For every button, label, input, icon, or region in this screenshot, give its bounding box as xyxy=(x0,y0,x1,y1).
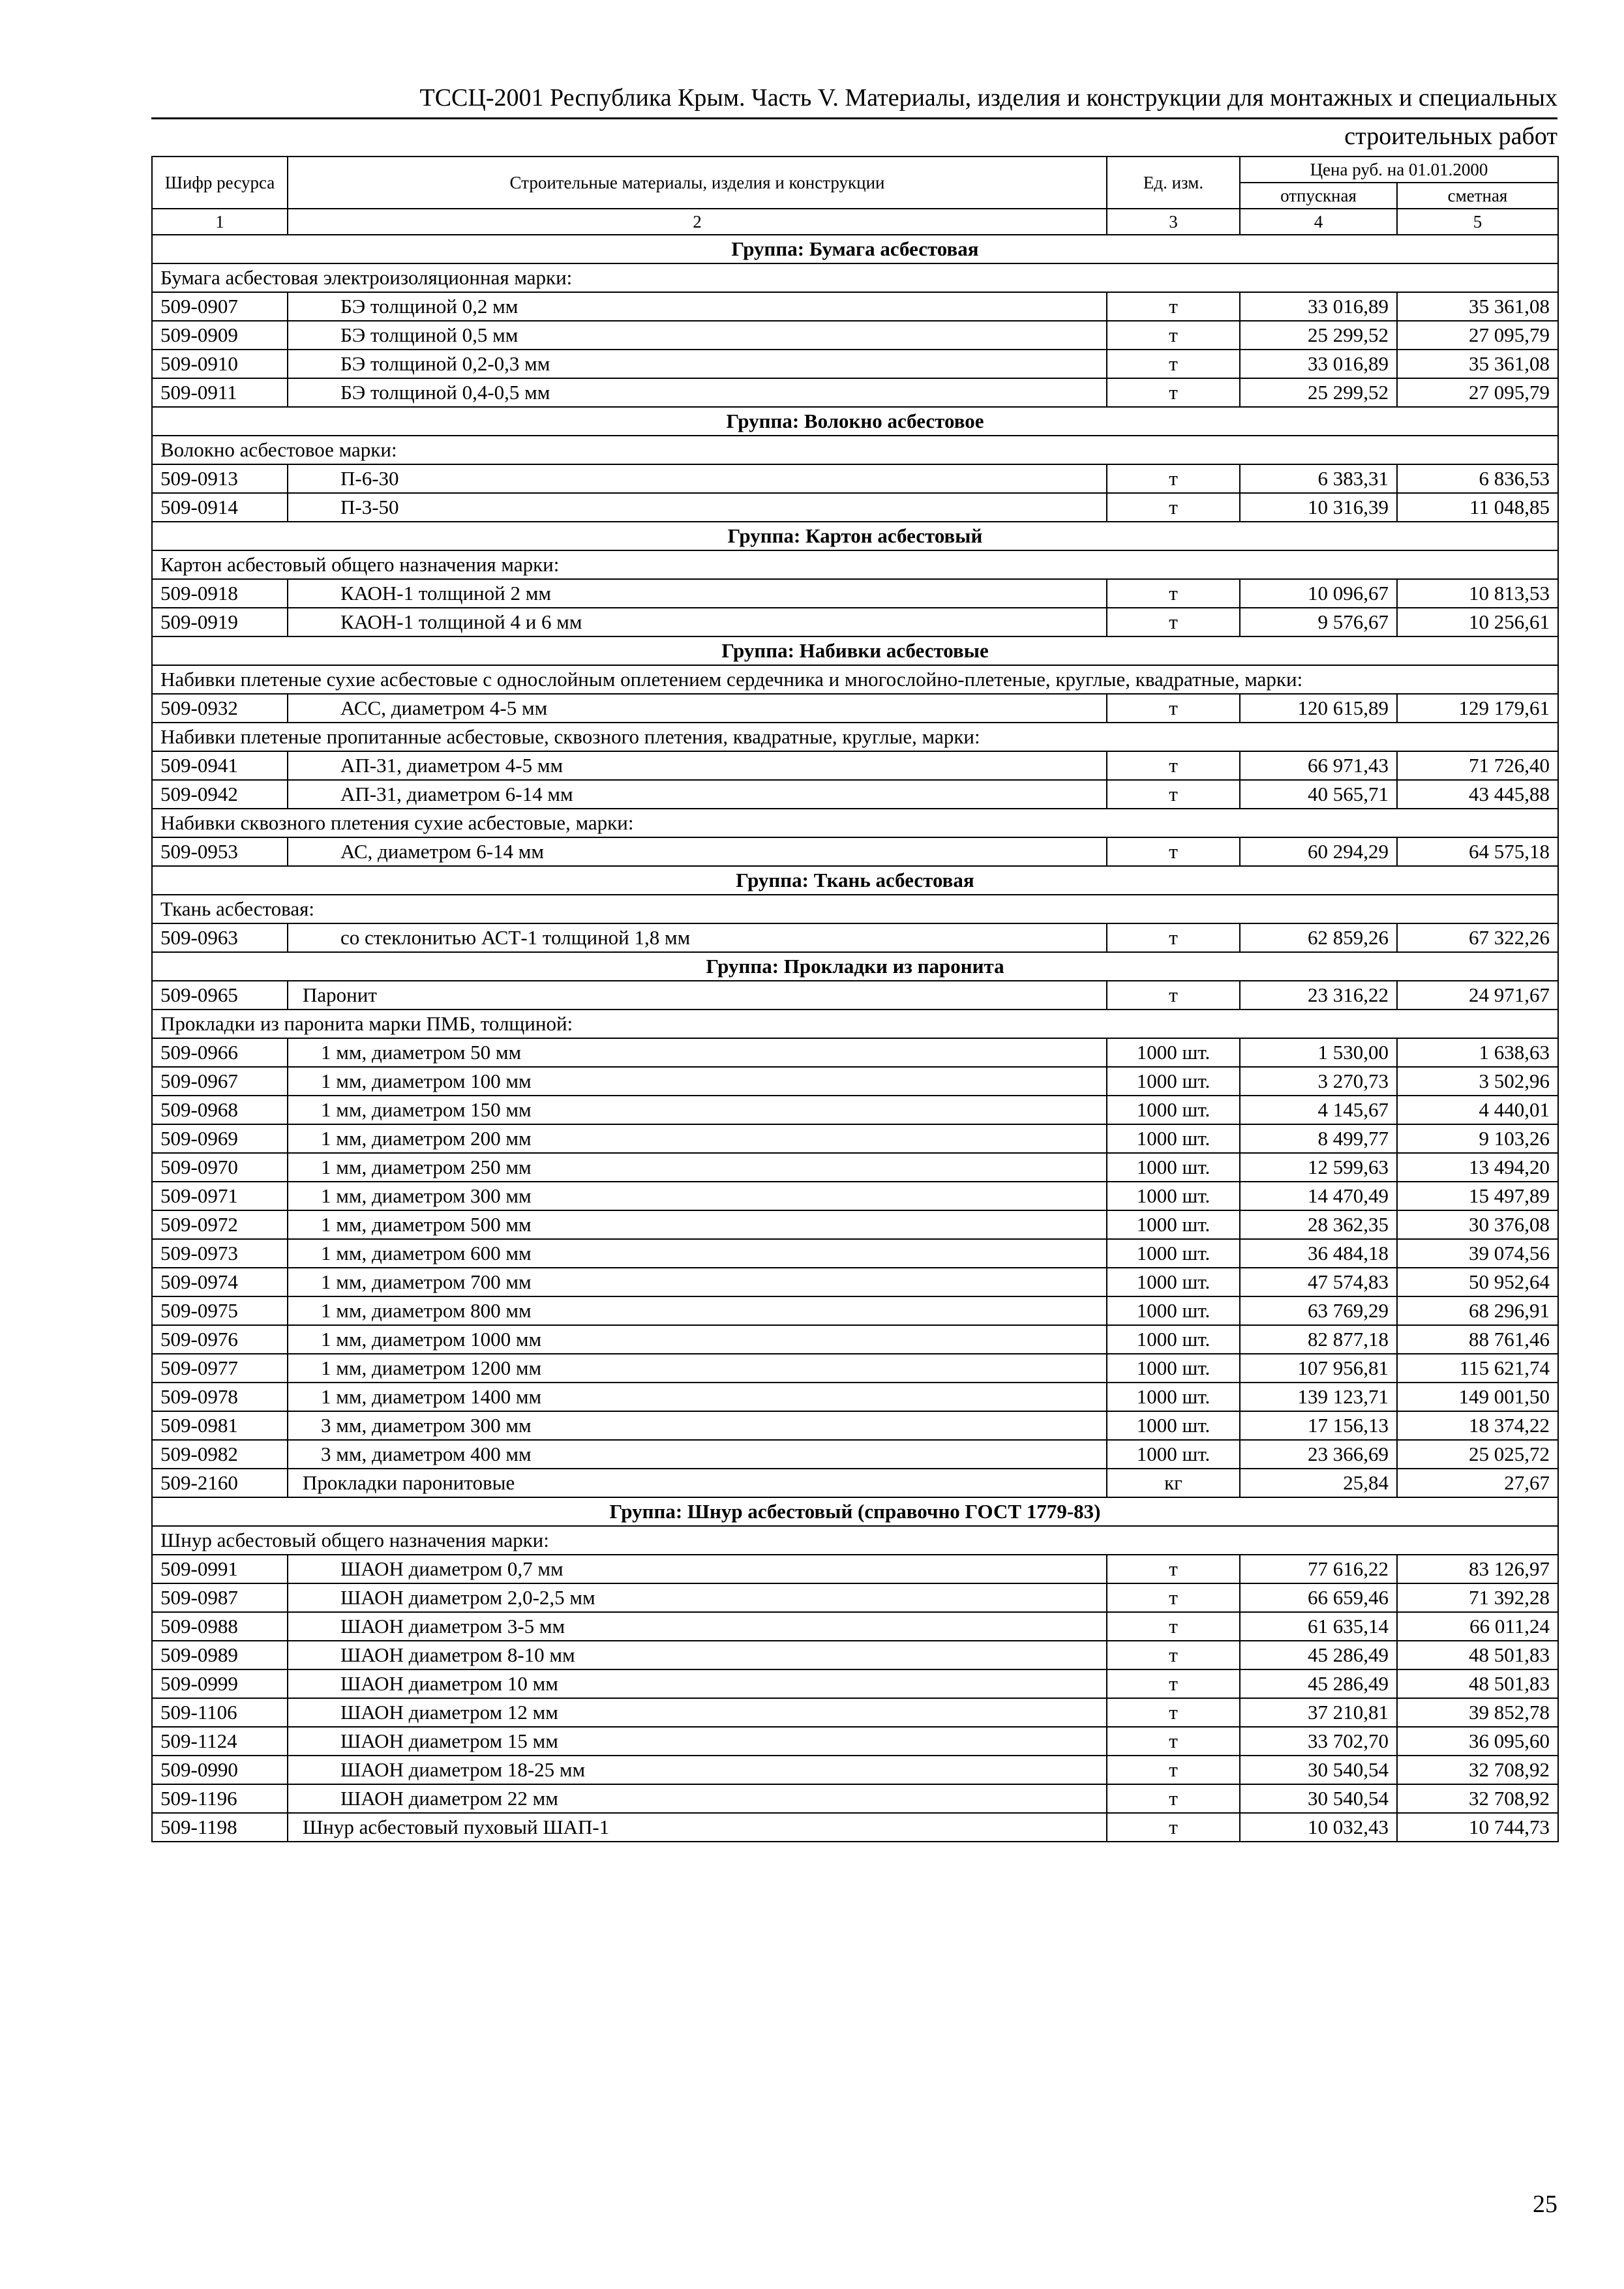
release-price: 62 859,26 xyxy=(1240,923,1397,952)
estimate-price: 11 048,85 xyxy=(1397,493,1558,522)
col-header-estimate: сметная xyxy=(1397,183,1558,209)
unit-of-measure: т xyxy=(1107,1583,1240,1612)
resource-code: 509-0978 xyxy=(152,1383,288,1411)
unit-of-measure: т xyxy=(1107,1813,1240,1842)
material-name: 1 мм, диаметром 1400 мм xyxy=(288,1383,1107,1411)
material-name: БЭ толщиной 0,4-0,5 мм xyxy=(288,378,1107,407)
document-title-line2: строительных работ xyxy=(1344,123,1557,150)
page-number: 25 xyxy=(1533,2191,1557,2218)
resource-code: 509-0975 xyxy=(152,1296,288,1325)
table-row xyxy=(152,1354,1558,1383)
material-name: ШАОН диаметром 10 мм xyxy=(288,1669,1107,1698)
material-name: Шнур асбестовый пуховый ШАП-1 xyxy=(288,1813,1107,1842)
subgroup-heading-row xyxy=(152,895,1558,923)
release-price: 33 016,89 xyxy=(1240,350,1397,378)
resource-code: 509-0919 xyxy=(152,608,288,636)
estimate-price: 71 392,28 xyxy=(1397,1583,1558,1612)
table-row xyxy=(152,1411,1558,1440)
release-price: 3 270,73 xyxy=(1240,1067,1397,1096)
material-name: ШАОН диаметром 8-10 мм xyxy=(288,1641,1107,1669)
release-price: 9 576,67 xyxy=(1240,608,1397,636)
release-price: 47 574,83 xyxy=(1240,1268,1397,1296)
material-name: ШАОН диаметром 12 мм xyxy=(288,1698,1107,1727)
estimate-price: 27,67 xyxy=(1397,1469,1558,1497)
resource-code: 509-0991 xyxy=(152,1555,288,1583)
table-row xyxy=(152,1583,1558,1612)
unit-of-measure: т xyxy=(1107,1669,1240,1698)
group-heading: Группа: Шнур асбестовый (справочно ГОСТ 1779-83) xyxy=(152,1497,1558,1526)
unit-of-measure: т xyxy=(1107,1784,1240,1813)
material-name: 1 мм, диаметром 250 мм xyxy=(288,1153,1107,1182)
page-header xyxy=(151,81,1557,153)
subgroup-heading: Волокно асбестовое марки: xyxy=(152,436,1558,464)
unit-of-measure: 1000 шт. xyxy=(1107,1182,1240,1210)
estimate-price: 67 322,26 xyxy=(1397,923,1558,952)
unit-of-measure: т xyxy=(1107,292,1240,321)
resource-code: 509-0963 xyxy=(152,923,288,952)
release-price: 23 366,69 xyxy=(1240,1440,1397,1469)
table-row xyxy=(152,321,1558,350)
table-row xyxy=(152,1325,1558,1354)
material-name: П-6-30 xyxy=(288,464,1107,493)
table-row xyxy=(152,1067,1558,1096)
group-heading-row xyxy=(152,1497,1558,1526)
estimate-price: 13 494,20 xyxy=(1397,1153,1558,1182)
resource-code: 509-1106 xyxy=(152,1698,288,1727)
material-name: Прокладки паронитовые xyxy=(288,1469,1107,1497)
table-row xyxy=(152,292,1558,321)
material-name: 1 мм, диаметром 100 мм xyxy=(288,1067,1107,1096)
resource-code: 509-0989 xyxy=(152,1641,288,1669)
unit-of-measure: т xyxy=(1107,321,1240,350)
resource-code: 509-0918 xyxy=(152,579,288,608)
resource-code: 509-0942 xyxy=(152,780,288,809)
resource-code: 509-0982 xyxy=(152,1440,288,1469)
release-price: 8 499,77 xyxy=(1240,1124,1397,1153)
col-header-release: отпускная xyxy=(1240,183,1397,209)
release-price: 10 096,67 xyxy=(1240,579,1397,608)
table-body xyxy=(152,235,1558,1842)
table-row xyxy=(152,1813,1558,1842)
unit-of-measure: 1000 шт. xyxy=(1107,1411,1240,1440)
material-name: 1 мм, диаметром 150 мм xyxy=(288,1096,1107,1124)
release-price: 25,84 xyxy=(1240,1469,1397,1497)
resource-code: 509-0910 xyxy=(152,350,288,378)
resource-code: 509-0966 xyxy=(152,1038,288,1067)
subgroup-heading: Шнур асбестовый общего назначения марки: xyxy=(152,1526,1558,1555)
resource-code: 509-0990 xyxy=(152,1756,288,1784)
resource-code: 509-0914 xyxy=(152,493,288,522)
material-name: ШАОН диаметром 22 мм xyxy=(288,1784,1107,1813)
material-name: 1 мм, диаметром 500 мм xyxy=(288,1210,1107,1239)
table-header xyxy=(152,157,1558,235)
estimate-price: 4 440,01 xyxy=(1397,1096,1558,1124)
group-heading-row xyxy=(152,235,1558,263)
estimate-price: 71 726,40 xyxy=(1397,751,1558,780)
table-row xyxy=(152,1641,1558,1669)
material-name: ШАОН диаметром 15 мм xyxy=(288,1727,1107,1756)
table-row xyxy=(152,378,1558,407)
group-heading-row xyxy=(152,407,1558,436)
release-price: 17 156,13 xyxy=(1240,1411,1397,1440)
table-row xyxy=(152,1669,1558,1698)
col-header-code: Шифр ресурса xyxy=(152,157,288,209)
estimate-price: 24 971,67 xyxy=(1397,981,1558,1010)
table-row xyxy=(152,350,1558,378)
column-number: 3 xyxy=(1107,209,1240,235)
material-name: БЭ толщиной 0,5 мм xyxy=(288,321,1107,350)
unit-of-measure: 1000 шт. xyxy=(1107,1067,1240,1096)
table-row xyxy=(152,780,1558,809)
release-price: 66 659,46 xyxy=(1240,1583,1397,1612)
material-name: ШАОН диаметром 0,7 мм xyxy=(288,1555,1107,1583)
unit-of-measure: 1000 шт. xyxy=(1107,1124,1240,1153)
table-row xyxy=(152,1727,1558,1756)
material-name: БЭ толщиной 0,2-0,3 мм xyxy=(288,350,1107,378)
estimate-price: 25 025,72 xyxy=(1397,1440,1558,1469)
release-price: 4 145,67 xyxy=(1240,1096,1397,1124)
resource-code: 509-0999 xyxy=(152,1669,288,1698)
release-price: 33 016,89 xyxy=(1240,292,1397,321)
table-row xyxy=(152,1555,1558,1583)
resource-code: 509-0968 xyxy=(152,1096,288,1124)
release-price: 33 702,70 xyxy=(1240,1727,1397,1756)
col-header-unit: Ед. изм. xyxy=(1107,157,1240,209)
table-row xyxy=(152,981,1558,1010)
table-row xyxy=(152,1756,1558,1784)
unit-of-measure: 1000 шт. xyxy=(1107,1325,1240,1354)
document-title-line1: ТССЦ-2001 Республика Крым. Часть V. Материалы, изделия и конструкции для монтажных и специальных xyxy=(419,84,1557,112)
material-name: 1 мм, диаметром 200 мм xyxy=(288,1124,1107,1153)
resource-code: 509-0969 xyxy=(152,1124,288,1153)
material-name: 3 мм, диаметром 400 мм xyxy=(288,1440,1107,1469)
material-name: АСС, диаметром 4-5 мм xyxy=(288,694,1107,723)
release-price: 139 123,71 xyxy=(1240,1383,1397,1411)
unit-of-measure: 1000 шт. xyxy=(1107,1440,1240,1469)
group-heading-row xyxy=(152,522,1558,550)
release-price: 40 565,71 xyxy=(1240,780,1397,809)
resource-code: 509-0967 xyxy=(152,1067,288,1096)
resource-code: 509-0953 xyxy=(152,837,288,866)
estimate-price: 35 361,08 xyxy=(1397,292,1558,321)
unit-of-measure: т xyxy=(1107,1698,1240,1727)
release-price: 120 615,89 xyxy=(1240,694,1397,723)
resource-code: 509-0988 xyxy=(152,1612,288,1641)
unit-of-measure: 1000 шт. xyxy=(1107,1096,1240,1124)
group-heading-row xyxy=(152,636,1558,665)
estimate-price: 83 126,97 xyxy=(1397,1555,1558,1583)
estimate-price: 64 575,18 xyxy=(1397,837,1558,866)
resource-code: 509-0965 xyxy=(152,981,288,1010)
subgroup-heading-row xyxy=(152,809,1558,837)
estimate-price: 35 361,08 xyxy=(1397,350,1558,378)
table-row xyxy=(152,923,1558,952)
estimate-price: 48 501,83 xyxy=(1397,1669,1558,1698)
unit-of-measure: т xyxy=(1107,608,1240,636)
resource-code: 509-0971 xyxy=(152,1182,288,1210)
estimate-price: 6 836,53 xyxy=(1397,464,1558,493)
unit-of-measure: 1000 шт. xyxy=(1107,1038,1240,1067)
material-name: 1 мм, диаметром 300 мм xyxy=(288,1182,1107,1210)
estimate-price: 1 638,63 xyxy=(1397,1038,1558,1067)
table-row xyxy=(152,1268,1558,1296)
estimate-price: 27 095,79 xyxy=(1397,321,1558,350)
subgroup-heading-row xyxy=(152,263,1558,292)
estimate-price: 149 001,50 xyxy=(1397,1383,1558,1411)
subgroup-heading-row xyxy=(152,723,1558,751)
subgroup-heading: Прокладки из паронита марки ПМБ, толщиной: xyxy=(152,1010,1558,1038)
material-name: БЭ толщиной 0,2 мм xyxy=(288,292,1107,321)
estimate-price: 50 952,64 xyxy=(1397,1268,1558,1296)
estimate-price: 32 708,92 xyxy=(1397,1756,1558,1784)
estimate-price: 129 179,61 xyxy=(1397,694,1558,723)
group-heading: Группа: Набивки асбестовые xyxy=(152,636,1558,665)
resource-code: 509-0981 xyxy=(152,1411,288,1440)
resource-code: 509-0970 xyxy=(152,1153,288,1182)
unit-of-measure: т xyxy=(1107,378,1240,407)
release-price: 28 362,35 xyxy=(1240,1210,1397,1239)
estimate-price: 30 376,08 xyxy=(1397,1210,1558,1239)
estimate-price: 3 502,96 xyxy=(1397,1067,1558,1096)
resource-code: 509-0909 xyxy=(152,321,288,350)
table-row xyxy=(152,1038,1558,1067)
table-row xyxy=(152,1698,1558,1727)
release-price: 77 616,22 xyxy=(1240,1555,1397,1583)
unit-of-measure: 1000 шт. xyxy=(1107,1296,1240,1325)
subgroup-heading: Набивки сквозного плетения сухие асбестовые, марки: xyxy=(152,809,1558,837)
resource-code: 509-0973 xyxy=(152,1239,288,1268)
release-price: 36 484,18 xyxy=(1240,1239,1397,1268)
group-heading-row xyxy=(152,952,1558,981)
estimate-price: 27 095,79 xyxy=(1397,378,1558,407)
group-heading: Группа: Ткань асбестовая xyxy=(152,866,1558,895)
release-price: 60 294,29 xyxy=(1240,837,1397,866)
estimate-price: 15 497,89 xyxy=(1397,1182,1558,1210)
estimate-price: 48 501,83 xyxy=(1397,1641,1558,1669)
release-price: 30 540,54 xyxy=(1240,1756,1397,1784)
estimate-price: 66 011,24 xyxy=(1397,1612,1558,1641)
material-name: ШАОН диаметром 18-25 мм xyxy=(288,1756,1107,1784)
group-heading-row xyxy=(152,866,1558,895)
resource-code: 509-0972 xyxy=(152,1210,288,1239)
resource-code: 509-0932 xyxy=(152,694,288,723)
unit-of-measure: т xyxy=(1107,780,1240,809)
subgroup-heading: Набивки плетеные сухие асбестовые с однослойным оплетением сердечника и многослойно-плетеные, круглые, квадратные, марки: xyxy=(152,665,1558,694)
unit-of-measure: т xyxy=(1107,1641,1240,1669)
subgroup-heading-row xyxy=(152,1526,1558,1555)
unit-of-measure: т xyxy=(1107,350,1240,378)
unit-of-measure: т xyxy=(1107,1555,1240,1583)
material-name: 1 мм, диаметром 50 мм xyxy=(288,1038,1107,1067)
column-number: 5 xyxy=(1397,209,1558,235)
column-number: 2 xyxy=(288,209,1107,235)
unit-of-measure: 1000 шт. xyxy=(1107,1383,1240,1411)
material-name: 1 мм, диаметром 800 мм xyxy=(288,1296,1107,1325)
material-name: 1 мм, диаметром 600 мм xyxy=(288,1239,1107,1268)
estimate-price: 88 761,46 xyxy=(1397,1325,1558,1354)
table-row xyxy=(152,579,1558,608)
table-row xyxy=(152,751,1558,780)
resource-code: 509-0913 xyxy=(152,464,288,493)
resource-code: 509-1196 xyxy=(152,1784,288,1813)
estimate-price: 18 374,22 xyxy=(1397,1411,1558,1440)
release-price: 37 210,81 xyxy=(1240,1698,1397,1727)
group-heading: Группа: Картон асбестовый xyxy=(152,522,1558,550)
resource-code: 509-0974 xyxy=(152,1268,288,1296)
table-row xyxy=(152,1296,1558,1325)
resource-code: 509-2160 xyxy=(152,1469,288,1497)
material-name: КАОН-1 толщиной 2 мм xyxy=(288,579,1107,608)
release-price: 45 286,49 xyxy=(1240,1641,1397,1669)
material-name: АП-31, диаметром 6-14 мм xyxy=(288,780,1107,809)
column-number-row xyxy=(152,209,1558,235)
release-price: 82 877,18 xyxy=(1240,1325,1397,1354)
table-row xyxy=(152,1383,1558,1411)
group-heading: Группа: Прокладки из паронита xyxy=(152,952,1558,981)
release-price: 45 286,49 xyxy=(1240,1669,1397,1698)
release-price: 6 383,31 xyxy=(1240,464,1397,493)
column-number: 1 xyxy=(152,209,288,235)
release-price: 12 599,63 xyxy=(1240,1153,1397,1182)
unit-of-measure: кг xyxy=(1107,1469,1240,1497)
unit-of-measure: т xyxy=(1107,751,1240,780)
estimate-price: 43 445,88 xyxy=(1397,780,1558,809)
group-heading: Группа: Бумага асбестовая xyxy=(152,235,1558,263)
release-price: 61 635,14 xyxy=(1240,1612,1397,1641)
subgroup-heading: Картон асбестовый общего назначения марки: xyxy=(152,550,1558,579)
unit-of-measure: т xyxy=(1107,981,1240,1010)
unit-of-measure: т xyxy=(1107,579,1240,608)
material-name: 1 мм, диаметром 1200 мм xyxy=(288,1354,1107,1383)
table-row xyxy=(152,464,1558,493)
subgroup-heading-row xyxy=(152,1010,1558,1038)
estimate-price: 115 621,74 xyxy=(1397,1354,1558,1383)
table-row xyxy=(152,837,1558,866)
group-heading: Группа: Волокно асбестовое xyxy=(152,407,1558,436)
table-row xyxy=(152,1124,1558,1153)
resource-code: 509-0977 xyxy=(152,1354,288,1383)
release-price: 25 299,52 xyxy=(1240,321,1397,350)
unit-of-measure: т xyxy=(1107,694,1240,723)
unit-of-measure: 1000 шт. xyxy=(1107,1268,1240,1296)
material-name: ШАОН диаметром 3-5 мм xyxy=(288,1612,1107,1641)
material-name: Паронит xyxy=(288,981,1107,1010)
resource-code: 509-0911 xyxy=(152,378,288,407)
estimate-price: 10 744,73 xyxy=(1397,1813,1558,1842)
material-name: 1 мм, диаметром 700 мм xyxy=(288,1268,1107,1296)
release-price: 107 956,81 xyxy=(1240,1354,1397,1383)
release-price: 14 470,49 xyxy=(1240,1182,1397,1210)
release-price: 30 540,54 xyxy=(1240,1784,1397,1813)
estimate-price: 39 074,56 xyxy=(1397,1239,1558,1268)
table-row xyxy=(152,1096,1558,1124)
col-header-name: Строительные материалы, изделия и конструкции xyxy=(288,157,1107,209)
subgroup-heading-row xyxy=(152,550,1558,579)
subgroup-heading: Набивки плетеные пропитанные асбестовые, сквозного плетения, квадратные, круглые, марки: xyxy=(152,723,1558,751)
unit-of-measure: т xyxy=(1107,1727,1240,1756)
material-name: 3 мм, диаметром 300 мм xyxy=(288,1411,1107,1440)
table-row xyxy=(152,1239,1558,1268)
unit-of-measure: 1000 шт. xyxy=(1107,1153,1240,1182)
release-price: 25 299,52 xyxy=(1240,378,1397,407)
resource-code: 509-0987 xyxy=(152,1583,288,1612)
unit-of-measure: т xyxy=(1107,1612,1240,1641)
subgroup-heading: Ткань асбестовая: xyxy=(152,895,1558,923)
material-name: 1 мм, диаметром 1000 мм xyxy=(288,1325,1107,1354)
release-price: 66 971,43 xyxy=(1240,751,1397,780)
release-price: 23 316,22 xyxy=(1240,981,1397,1010)
unit-of-measure: т xyxy=(1107,464,1240,493)
resource-code: 509-0941 xyxy=(152,751,288,780)
release-price: 63 769,29 xyxy=(1240,1296,1397,1325)
unit-of-measure: т xyxy=(1107,493,1240,522)
column-number: 4 xyxy=(1240,209,1397,235)
estimate-price: 68 296,91 xyxy=(1397,1296,1558,1325)
estimate-price: 10 813,53 xyxy=(1397,579,1558,608)
material-name: со стеклонитью АСТ-1 толщиной 1,8 мм xyxy=(288,923,1107,952)
subgroup-heading-row xyxy=(152,665,1558,694)
table-row xyxy=(152,608,1558,636)
table-row xyxy=(152,1182,1558,1210)
resource-code: 509-1124 xyxy=(152,1727,288,1756)
material-name: АС, диаметром 6-14 мм xyxy=(288,837,1107,866)
table-row xyxy=(152,1469,1558,1497)
release-price: 10 032,43 xyxy=(1240,1813,1397,1842)
material-name: ШАОН диаметром 2,0-2,5 мм xyxy=(288,1583,1107,1612)
price-table xyxy=(151,156,1559,1842)
unit-of-measure: 1000 шт. xyxy=(1107,1354,1240,1383)
table-row xyxy=(152,694,1558,723)
table-row xyxy=(152,1440,1558,1469)
table-row xyxy=(152,1784,1558,1813)
material-name: П-3-50 xyxy=(288,493,1107,522)
unit-of-measure: 1000 шт. xyxy=(1107,1210,1240,1239)
estimate-price: 32 708,92 xyxy=(1397,1784,1558,1813)
estimate-price: 9 103,26 xyxy=(1397,1124,1558,1153)
unit-of-measure: 1000 шт. xyxy=(1107,1239,1240,1268)
material-name: КАОН-1 толщиной 4 и 6 мм xyxy=(288,608,1107,636)
subgroup-heading: Бумага асбестовая электроизоляционная марки: xyxy=(152,263,1558,292)
subgroup-heading-row xyxy=(152,436,1558,464)
table-row xyxy=(152,1153,1558,1182)
resource-code: 509-0976 xyxy=(152,1325,288,1354)
estimate-price: 39 852,78 xyxy=(1397,1698,1558,1727)
estimate-price: 36 095,60 xyxy=(1397,1727,1558,1756)
unit-of-measure: т xyxy=(1107,923,1240,952)
unit-of-measure: т xyxy=(1107,837,1240,866)
release-price: 10 316,39 xyxy=(1240,493,1397,522)
material-name: АП-31, диаметром 4-5 мм xyxy=(288,751,1107,780)
table-row xyxy=(152,1210,1558,1239)
table-row xyxy=(152,1612,1558,1641)
release-price: 1 530,00 xyxy=(1240,1038,1397,1067)
col-header-price: Цена руб. на 01.01.2000 xyxy=(1240,157,1558,183)
resource-code: 509-0907 xyxy=(152,292,288,321)
unit-of-measure: т xyxy=(1107,1756,1240,1784)
resource-code: 509-1198 xyxy=(152,1813,288,1842)
estimate-price: 10 256,61 xyxy=(1397,608,1558,636)
table-row xyxy=(152,493,1558,522)
